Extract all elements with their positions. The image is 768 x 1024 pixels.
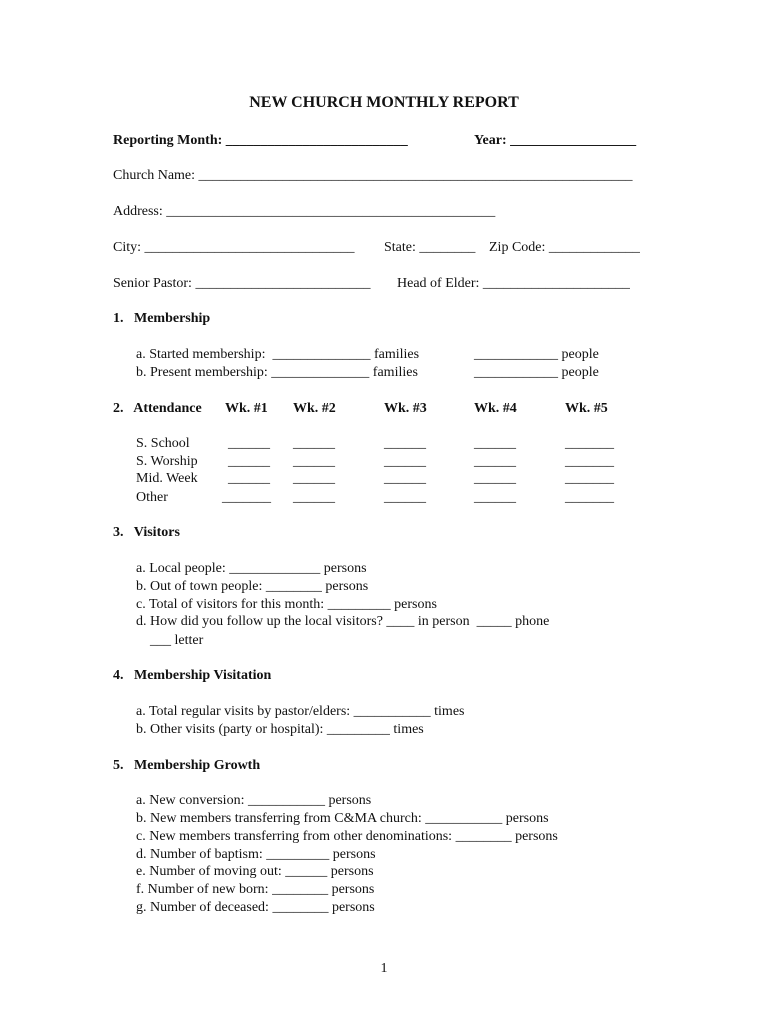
attendance-cell[interactable]: ______ (293, 471, 335, 486)
present-people-field[interactable]: ____________ people (474, 365, 599, 380)
visitors-line[interactable]: b. Out of town people: ________ persons (136, 579, 369, 594)
city-field[interactable]: City: ______________________________ (113, 240, 355, 255)
visitors-line[interactable]: ___ letter (136, 633, 204, 648)
visitation-line[interactable]: b. Other visits (party or hospital): _________ times (136, 722, 424, 737)
attendance-cell[interactable]: ______ (293, 436, 335, 451)
attendance-cell[interactable]: ______ (384, 471, 426, 486)
attendance-cell[interactable]: _______ (565, 454, 614, 469)
membership-heading: 1. Membership (113, 311, 211, 326)
week-header: Wk. #3 (384, 401, 427, 416)
visitors-line[interactable]: c. Total of visitors for this month: _________ persons (136, 597, 437, 612)
week-header: Wk. #1 (225, 401, 268, 416)
growth-line[interactable]: f. Number of new born: ________ persons (136, 882, 375, 897)
attendance-cell[interactable]: ______ (293, 490, 335, 505)
attendance-cell[interactable]: _______ (565, 471, 614, 486)
attendance-cell[interactable]: ______ (474, 490, 516, 505)
attendance-cell[interactable]: ______ (293, 454, 335, 469)
growth-line[interactable]: d. Number of baptism: _________ persons (136, 847, 376, 862)
attendance-cell[interactable]: ______ (474, 436, 516, 451)
attendance-cell[interactable]: _______ (565, 490, 614, 505)
attendance-cell[interactable]: ______ (474, 454, 516, 469)
visitation-line[interactable]: a. Total regular visits by pastor/elders: ___________ times (136, 704, 465, 719)
visitors-line[interactable]: a. Local people: _____________ persons (136, 561, 367, 576)
attendance-row-label: Mid. Week (136, 471, 198, 486)
growth-line[interactable]: e. Number of moving out: ______ persons (136, 864, 374, 879)
attendance-heading: 2. Attendance (113, 401, 202, 416)
zip-field[interactable]: Zip Code: _____________ (489, 240, 640, 255)
year-field[interactable]: Year: __________________ (474, 133, 637, 148)
attendance-cell[interactable]: ______ (384, 454, 426, 469)
visitation-heading: 4. Membership Visitation (113, 668, 272, 683)
attendance-row-label: S. Worship (136, 454, 198, 469)
visitors-heading: 3. Visitors (113, 525, 180, 540)
page-title: NEW CHURCH MONTHLY REPORT (249, 94, 519, 111)
attendance-cell[interactable]: _______ (565, 436, 614, 451)
attendance-cell[interactable]: _______ (222, 490, 271, 505)
growth-line[interactable]: a. New conversion: ___________ persons (136, 793, 372, 808)
started-people-field[interactable]: ____________ people (474, 347, 599, 362)
reporting-month-field[interactable]: Reporting Month: __________________________ (113, 133, 408, 148)
growth-line[interactable]: c. New members transferring from other denominations: ________ persons (136, 829, 558, 844)
attendance-cell[interactable]: ______ (228, 454, 270, 469)
senior-pastor-field[interactable]: Senior Pastor: _________________________ (113, 276, 371, 291)
week-header: Wk. #4 (474, 401, 517, 416)
growth-line[interactable]: g. Number of deceased: ________ persons (136, 900, 375, 915)
attendance-cell[interactable]: ______ (228, 436, 270, 451)
attendance-row-label: S. School (136, 436, 190, 451)
growth-heading: 5. Membership Growth (113, 758, 261, 773)
week-header: Wk. #5 (565, 401, 608, 416)
attendance-cell[interactable]: ______ (384, 436, 426, 451)
attendance-row-label: Other (136, 490, 168, 505)
week-header: Wk. #2 (293, 401, 336, 416)
head-of-elder-field[interactable]: Head of Elder: _____________________ (397, 276, 630, 291)
church-name-field[interactable]: Church Name: ______________________________________________________________ (113, 168, 633, 183)
present-membership-field[interactable]: b. Present membership: ______________ families (136, 365, 418, 380)
address-field[interactable]: Address: _______________________________________________ (113, 204, 496, 219)
started-membership-field[interactable]: a. Started membership: ______________ families (136, 347, 420, 362)
page-number: 1 (380, 961, 388, 976)
visitors-line[interactable]: d. How did you follow up the local visitors? ____ in person _____ phone (136, 614, 550, 629)
attendance-cell[interactable]: ______ (474, 471, 516, 486)
growth-line[interactable]: b. New members transferring from C&MA church: ___________ persons (136, 811, 549, 826)
attendance-cell[interactable]: ______ (228, 471, 270, 486)
state-field[interactable]: State: ________ (384, 240, 476, 255)
attendance-cell[interactable]: ______ (384, 490, 426, 505)
